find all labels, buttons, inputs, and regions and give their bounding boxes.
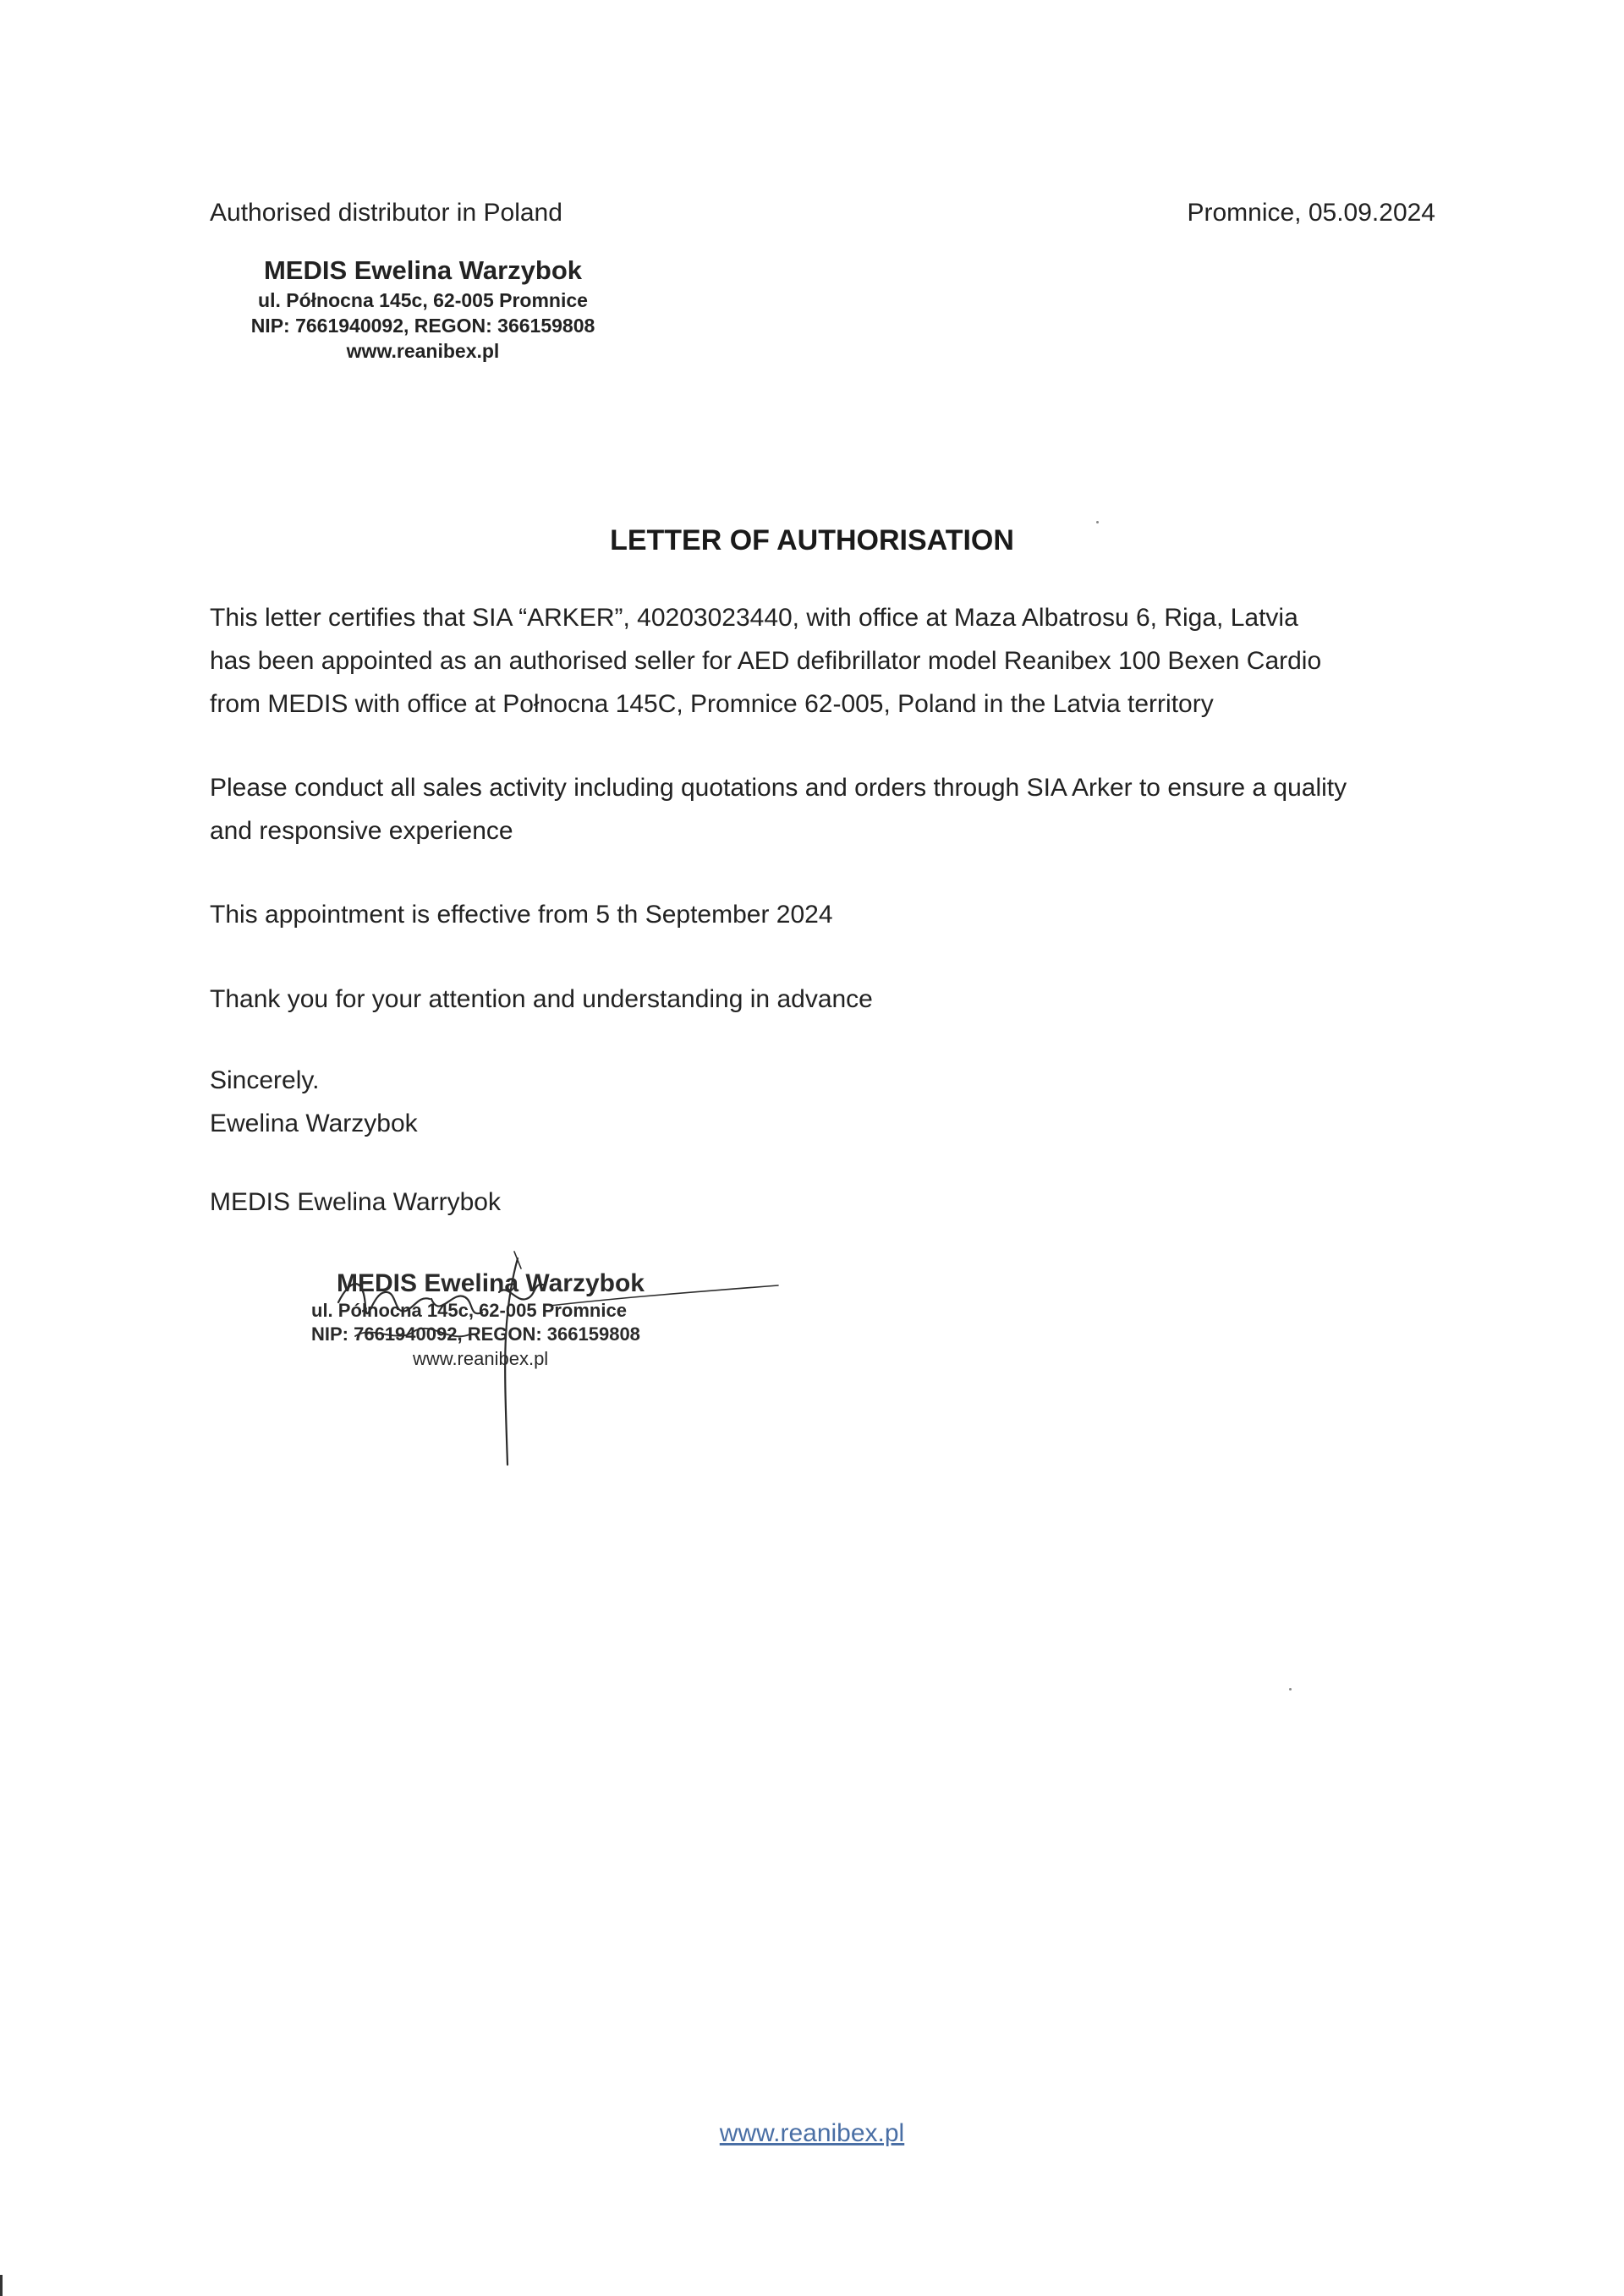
stamp-website: www.reanibex.pl: [346, 340, 500, 362]
closing-block: [210, 1059, 418, 1145]
stamp-website: www.reanibex.pl: [413, 1348, 549, 1369]
company-stamp-top: [228, 254, 617, 364]
scan-speck: [1289, 1688, 1292, 1690]
distributor-label: Authorised distributor in Poland: [210, 199, 562, 227]
paragraph-line: from MEDIS with office at Połnocna 145C, Promnice 62-005, Poland in the Latvia territory: [210, 690, 1214, 718]
letter-title: LETTER OF AUTHORISATION: [610, 524, 1014, 556]
stamp-address: ul. Północna 145c, 62-005 Promnice: [258, 289, 588, 311]
paragraph-line: has been appointed as an authorised seller for AED defibrillator model Reanibex 100 Bexen Cardio: [210, 647, 1322, 675]
paragraph-certification: [210, 596, 1321, 726]
paragraph-line: This letter certifies that SIA “ARKER”, 40203023440, with office at Maza Albatrosu 6, Riga, Latvia: [210, 604, 1298, 632]
closing-salutation: Sincerely.: [210, 1066, 320, 1094]
stamp-tax-ids: NIP: 7661940092, REGON: 366159808: [311, 1323, 640, 1345]
footer-website-link[interactable]: www.reanibex.pl: [719, 2119, 905, 2147]
handwritten-signature: [304, 1243, 795, 1471]
paragraph-sales-instruction: [210, 766, 1347, 852]
stamp-tax-ids: NIP: 7661940092, REGON: 366159808: [250, 315, 595, 337]
place-and-date: Promnice, 05.09.2024: [1187, 199, 1435, 227]
signer-company: MEDIS Ewelina Warrybok: [210, 1188, 501, 1216]
stamp-address: ul. Północna 145c, 62-005 Promnice: [311, 1300, 627, 1321]
paragraph-effective-date: This appointment is effective from 5 th September 2024: [210, 901, 833, 929]
signer-name: Ewelina Warzybok: [210, 1110, 418, 1137]
paragraph-line: Please conduct all sales activity including quotations and orders through SIA Arker to ensure a quality: [210, 774, 1347, 802]
paragraph-thanks: Thank you for your attention and understanding in advance: [210, 985, 873, 1013]
stamp-company-name: MEDIS Ewelina Warzybok: [337, 1269, 645, 1297]
scan-edge-mark: [0, 2275, 3, 2296]
paragraph-line: and responsive experience: [210, 817, 513, 845]
stamp-company-name: MEDIS Ewelina Warzybok: [263, 255, 583, 285]
scan-speck: [1096, 521, 1099, 523]
